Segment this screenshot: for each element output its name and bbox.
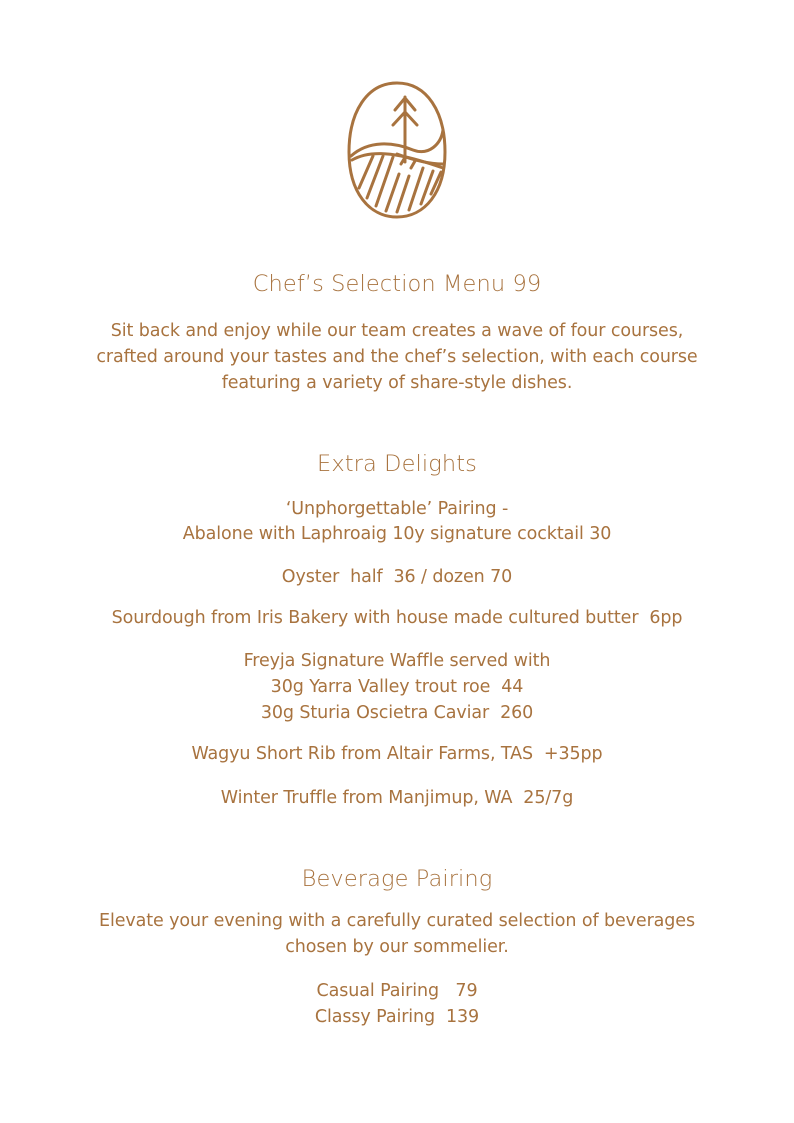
extra-delights-title: Extra Delights [317, 451, 477, 477]
chefs-selection-description-line: featuring a variety of share-style dishes. [221, 373, 573, 393]
tree-hill-logo-icon [343, 78, 451, 222]
menu-item-line: 30g Yarra Valley trout roe 44 [270, 677, 524, 697]
beverage-option: Classy Pairing 139 [314, 1007, 480, 1027]
chefs-selection-title: Chef’s Selection Menu 99 [252, 271, 542, 297]
beverage-option: Casual Pairing 79 [316, 981, 478, 1001]
beverage-description-line: chosen by our sommelier. [285, 937, 509, 957]
menu-item-line: Abalone with Laphroaig 10y signature cocktail 30 [182, 524, 612, 544]
menu-item-line: Oyster half 36 / dozen 70 [281, 567, 513, 587]
menu-item-line: ‘Unphorgettable’ Pairing - [285, 499, 509, 519]
menu-item-line: 30g Sturia Oscietra Caviar 260 [260, 703, 534, 723]
beverage-description-line: Elevate your evening with a carefully curated selection of beverages [99, 911, 695, 931]
chefs-selection-description-line: crafted around your tastes and the chef’s selection, with each course [96, 347, 698, 367]
beverage-pairing-title: Beverage Pairing [301, 866, 493, 892]
menu-item-line: Winter Truffle from Manjimup, WA 25/7g [220, 788, 574, 808]
menu-item-line: Wagyu Short Rib from Altair Farms, TAS +35pp [191, 744, 603, 764]
menu-item-line: Freyja Signature Waffle served with [243, 651, 551, 671]
chefs-selection-description-line: Sit back and enjoy while our team creates a wave of four courses, [110, 321, 684, 341]
menu-item-line: Sourdough from Iris Bakery with house made cultured butter 6pp [111, 608, 683, 628]
